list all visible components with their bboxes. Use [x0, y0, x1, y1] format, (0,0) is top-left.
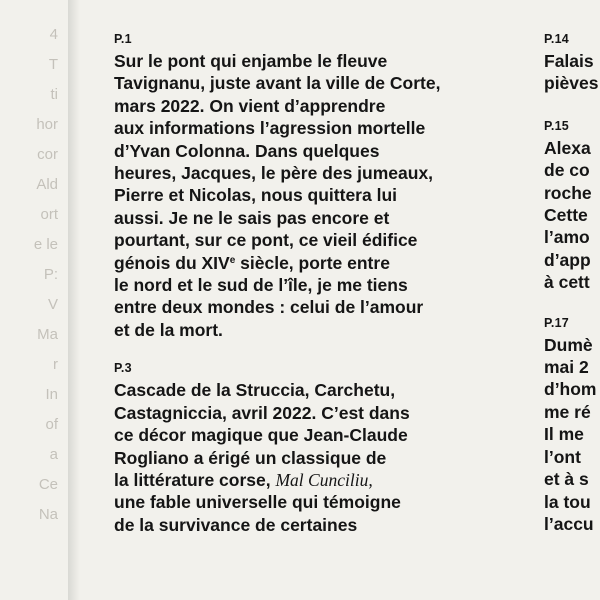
text-line: l’amo	[544, 227, 590, 248]
text-line: entre deux mondes : celui de l’amour	[114, 297, 424, 318]
bleed-fragment: of	[45, 416, 58, 433]
text-line: la tou	[544, 491, 591, 512]
text-line: Falais	[544, 51, 594, 71]
bleed-fragment: e le	[33, 236, 58, 253]
text-fragment: siècle, porte entre	[235, 252, 390, 273]
text-line: d’Yvan Colonna. Dans quelques	[114, 140, 380, 161]
text-line: d’app	[544, 249, 591, 270]
text-line: l’ont	[544, 446, 581, 467]
main-text-column	[114, 32, 534, 536]
text-line: et à s	[544, 469, 589, 490]
page-reference-label: P.1	[114, 32, 132, 46]
text-line: roche	[544, 182, 592, 203]
bleed-fragment: Na	[38, 506, 58, 523]
caption-entry-p17	[544, 316, 600, 536]
text-line: aussi. Je ne le sais pas encore et	[114, 207, 390, 228]
text-line: d’hom	[544, 379, 597, 400]
text-line: de co	[544, 160, 590, 181]
bleed-fragment: ti	[50, 86, 58, 103]
bleed-fragment: T	[48, 56, 58, 73]
text-fragment: la littérature corse,	[114, 469, 271, 490]
text-line: mars 2022. On vient d’apprendre	[114, 95, 386, 116]
bleed-fragment: 4	[49, 26, 58, 43]
bleed-fragment: Ald	[36, 176, 58, 193]
caption-entry-p14	[544, 32, 600, 95]
text-line: une fable universelle qui témoigne	[114, 492, 401, 513]
text-line: et de la mort.	[114, 319, 223, 340]
facing-page-bleed-text	[0, 20, 64, 600]
page-reference-label: P.15	[544, 118, 569, 133]
right-text-column	[544, 32, 600, 535]
caption-text	[114, 50, 534, 341]
text-line	[114, 469, 534, 491]
text-line: le nord et le sud de l’île, je me tiens	[114, 275, 408, 296]
text-line: l’accu	[544, 513, 594, 534]
book-title: Mal Cunciliu,	[275, 469, 373, 490]
bleed-fragment: P:	[43, 266, 58, 283]
bleed-fragment: r	[53, 356, 58, 373]
bleed-fragment: In	[45, 386, 58, 403]
text-fragment: génois du XIV	[114, 252, 230, 273]
text-line: pourtant, sur ce pont, ce vieil édifice	[114, 230, 418, 251]
page-reference-label: P.17	[544, 315, 569, 330]
text-line: Il me	[544, 424, 584, 445]
bleed-fragment: ort	[40, 206, 58, 223]
caption-text	[544, 137, 600, 294]
text-line: Alexa	[544, 137, 591, 158]
text-line: aux informations l’agression mortelle	[114, 118, 426, 139]
page-gutter-shadow	[68, 0, 80, 600]
text-line: Sur le pont qui enjambe le fleuve	[114, 51, 388, 71]
caption-text	[114, 379, 534, 536]
superscript: e	[229, 254, 236, 266]
text-line: Tavignanu, juste avant la ville de Corte,	[114, 73, 441, 94]
caption-entry-p15	[544, 119, 600, 294]
caption-entry-p3	[114, 361, 534, 536]
text-line	[114, 252, 534, 274]
bleed-fragment: cor	[37, 146, 58, 163]
text-line: ce décor magique que Jean-Claude	[114, 425, 408, 446]
text-line: pièves	[544, 73, 599, 94]
bleed-fragment: V	[47, 296, 58, 313]
text-line: à cett	[544, 272, 590, 293]
text-line: Dumè	[544, 334, 593, 355]
text-line: heures, Jacques, le père des jumeaux,	[114, 163, 434, 184]
caption-entry-p1	[114, 32, 534, 341]
text-line: Castagniccia, avril 2022. C’est dans	[114, 402, 410, 423]
text-line: Rogliano a érigé un classique de	[114, 447, 387, 468]
text-line: de la survivance de certaines	[114, 514, 358, 535]
text-line: Cette	[544, 205, 588, 226]
bleed-fragment: Ma	[37, 326, 58, 343]
page-reference-label: P.14	[544, 32, 569, 46]
caption-text	[544, 334, 600, 536]
caption-text	[544, 50, 600, 95]
bleed-fragment: hor	[36, 116, 58, 133]
text-line: me ré	[544, 401, 591, 422]
text-line: Pierre et Nicolas, nous quittera lui	[114, 185, 397, 206]
text-line: mai 2	[544, 357, 589, 378]
bleed-fragment: Ce	[38, 476, 58, 493]
text-line: Cascade de la Struccia, Carchetu,	[114, 380, 396, 401]
page-reference-label: P.3	[114, 361, 132, 376]
bleed-fragment: a	[49, 446, 58, 463]
